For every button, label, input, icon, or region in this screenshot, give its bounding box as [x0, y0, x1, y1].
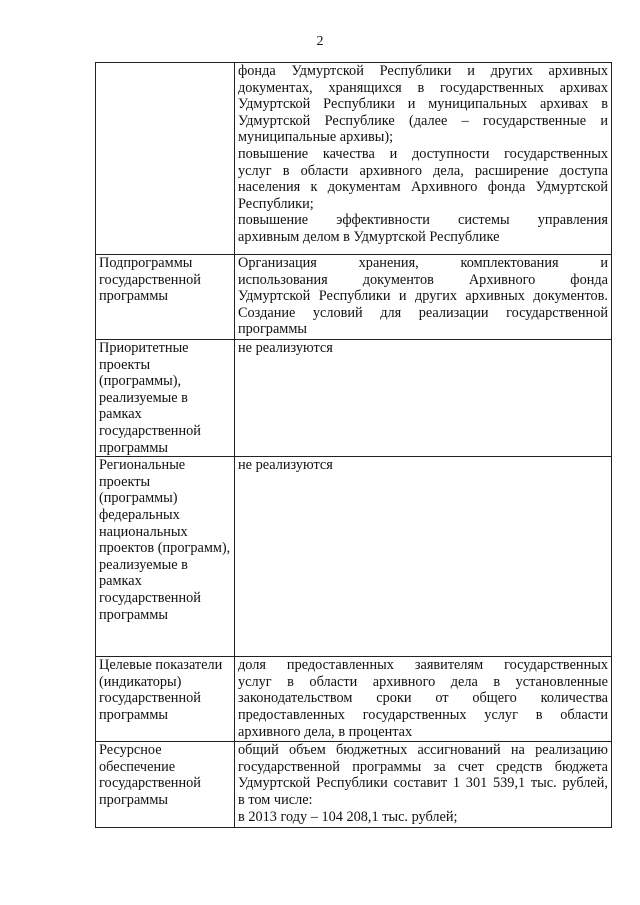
- row-value-line: Удмуртской Республике (далее – государственные и: [238, 112, 608, 129]
- row-label: [96, 63, 235, 255]
- row-label: Региональные проекты (программы) федеральных национальных проектов (программ), реализуемые в рамках государственной программы: [96, 457, 235, 657]
- table-row: [96, 255, 612, 340]
- row-label: Целевые показатели (индикаторы) государственной программы: [96, 657, 235, 742]
- row-value-line: Организация хранения, комплектования и: [238, 255, 608, 271]
- table-row: [96, 742, 612, 828]
- row-value-line: использования документов Архивного фонда: [238, 271, 608, 288]
- row-value-line: не реализуются: [238, 340, 333, 356]
- page-number: 2: [316, 34, 324, 49]
- row-value-line: программы: [238, 321, 308, 338]
- table-row: [96, 457, 612, 657]
- row-label: Подпрограммы государственной программы: [96, 255, 235, 340]
- row-value-line: доля предоставленных заявителям государственных: [238, 657, 608, 674]
- row-value-line: населения к документам Архивного фонда Удмуртской: [238, 179, 608, 196]
- row-value-line: услуг в области архивного дела в установленные: [238, 673, 608, 690]
- row-value-line: предоставленных государственных услуг в области: [238, 706, 608, 723]
- row-label: Приоритетные проекты (программы), реализуемые в рамках государственной программы: [96, 340, 235, 457]
- row-value: [235, 63, 612, 255]
- row-value-line: Удмуртской Республики и муниципальных архивах в: [238, 96, 608, 113]
- row-value-line: услуг в области архивного дела, расширение доступа: [238, 162, 608, 179]
- row-value-line: фонда Удмуртской Республики и других архивных: [238, 63, 608, 79]
- row-value-line: в 2013 году – 104 208,1 тыс. рублей;: [238, 808, 458, 825]
- row-value-line: не реализуются: [238, 457, 333, 474]
- row-value-line: муниципальные архивы);: [238, 129, 394, 146]
- row-value-line: архивным делом в Удмуртской Республике: [238, 228, 500, 245]
- row-value-line: Республики;: [238, 195, 314, 212]
- row-label: Ресурсное обеспечение государственной программы: [96, 742, 235, 828]
- row-value-line: Удмуртской Республики и других архивных документов.: [238, 288, 608, 305]
- row-value-line: законодательством сроки от общего количества: [238, 690, 608, 707]
- table-row: [96, 63, 612, 255]
- row-value-line: Создание условий для реализации государственной: [238, 304, 608, 321]
- row-value: [235, 255, 612, 340]
- row-value: [235, 457, 612, 657]
- row-value: [235, 340, 612, 457]
- passport-table: [95, 62, 612, 828]
- row-value-line: повышение эффективности системы управления: [238, 212, 608, 229]
- row-value-line: государственной программы за счет средств бюджета: [238, 758, 608, 775]
- row-value: [235, 742, 612, 828]
- row-value-line: общий объем бюджетных ассигнований на реализацию: [238, 742, 608, 759]
- table-row: [96, 340, 612, 457]
- table-row: [96, 657, 612, 742]
- row-value-line: в том числе:: [238, 791, 313, 808]
- row-value-line: документах, хранящихся в государственных архивах: [238, 79, 608, 96]
- row-value-line: Удмуртской Республики составит 1 301 539,1 тыс. рублей,: [238, 775, 608, 792]
- row-value: [235, 657, 612, 742]
- row-value-line: повышение качества и доступности государственных: [238, 145, 608, 162]
- row-value-line: архивного дела, в процентах: [238, 723, 413, 740]
